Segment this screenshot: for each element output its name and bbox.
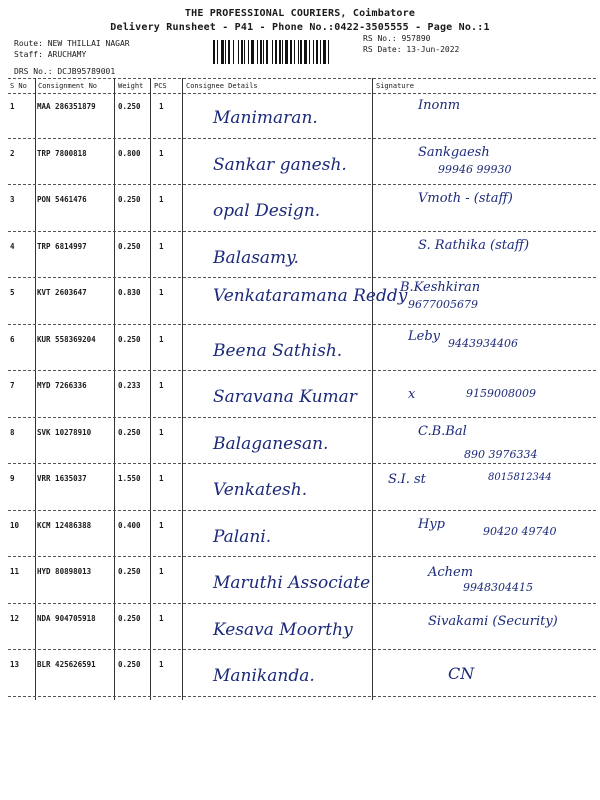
table-row — [8, 557, 596, 604]
row-sno: 5 — [10, 288, 15, 297]
pcs-value: 1 — [159, 567, 164, 576]
barcode-bar — [313, 40, 314, 64]
weight-value: 0.250 — [118, 241, 141, 251]
signature: S. Rathika (staff) — [418, 237, 530, 253]
table-row — [8, 232, 596, 279]
weight-value: 0.400 — [118, 520, 141, 530]
weight-value: 0.250 — [118, 660, 141, 669]
barcode-bar — [320, 40, 321, 64]
pcs-value: 1 — [159, 474, 164, 483]
barcode-bar — [300, 40, 302, 64]
contact-number: 9948304415 — [463, 581, 533, 594]
barcode-bar — [290, 40, 292, 64]
consignee-name: Maruthi Associate — [213, 573, 371, 593]
pcs-value: 1 — [159, 102, 164, 111]
signature: Vmoth - (staff) — [418, 191, 513, 206]
consignee-name: opal Design. — [213, 201, 321, 221]
consignee-name: Saravana Kumar — [213, 387, 357, 407]
contact-number: 99946 99930 — [438, 162, 512, 176]
table-row — [8, 371, 596, 418]
table-row — [8, 92, 596, 139]
row-sno: 6 — [10, 334, 15, 344]
table-row — [8, 650, 596, 697]
runsheet-subtitle: Delivery Runsheet - P41 - Phone No.:0422-3505555 - Page No.:1 — [110, 22, 490, 33]
weight-value: 0.250 — [118, 427, 141, 437]
barcode-bar — [294, 40, 295, 64]
consignee-name: Sankar ganesh. — [213, 154, 347, 175]
barcode-bar — [257, 40, 258, 64]
rs-info: RS No.: 957890 RS Date: 13-Jun-2022 — [363, 34, 460, 54]
barcode-bar — [248, 40, 249, 64]
row-sno: 3 — [10, 195, 15, 204]
pcs-value: 1 — [159, 334, 164, 344]
consignment-number: KVT 2603647 — [37, 288, 87, 297]
signature: C.B.Bal — [418, 423, 467, 439]
col-pcs: PCS — [154, 82, 167, 90]
contact-number: 9443934406 — [448, 336, 518, 350]
row-sno: 12 — [10, 613, 20, 623]
col-signature: Signature — [376, 82, 414, 90]
barcode-bar — [275, 40, 277, 64]
barcode-bar — [328, 40, 329, 64]
table-row — [8, 139, 596, 186]
barcode-bar — [213, 40, 215, 64]
row-sno: 11 — [10, 567, 20, 576]
col-details: Consignee Details — [186, 82, 258, 90]
barcode-bar — [251, 40, 254, 64]
contact-number: 9159008009 — [466, 387, 536, 400]
rs-no-value: 957890 — [401, 34, 431, 43]
signature: x — [408, 387, 416, 402]
signature: Inonm — [418, 98, 461, 113]
consignment-number: KCM 12486388 — [37, 520, 92, 530]
weight-value: 1.550 — [118, 474, 141, 483]
consignee-name: Kesava Moorthy — [213, 619, 353, 640]
table-row — [8, 464, 596, 511]
consignee-name: Beena Sathish. — [213, 340, 343, 361]
signature: Sankgaesh — [418, 144, 490, 160]
barcode-bar — [217, 40, 218, 64]
weight-value: 0.800 — [118, 148, 141, 158]
staff-value: ARUCHAMY — [47, 50, 87, 59]
pcs-value: 1 — [159, 520, 164, 530]
consignment-number: MYD 7266336 — [37, 381, 87, 390]
pcs-value: 1 — [159, 660, 164, 669]
barcode-bar — [285, 40, 288, 64]
consignee-name: Balaganesan. — [213, 433, 329, 454]
signature: Achem — [428, 565, 474, 580]
signature: Leby — [408, 328, 440, 344]
barcode-bar — [238, 40, 239, 64]
consignment-number: HYD 80898013 — [37, 567, 92, 576]
barcode-bar — [244, 40, 245, 64]
barcode-bar — [241, 40, 243, 64]
consignee-name: Venkatesh. — [213, 480, 308, 500]
table-row — [8, 278, 596, 325]
consignee-name: Palani. — [213, 526, 272, 547]
table-row — [8, 604, 596, 651]
barcode-bar — [279, 40, 281, 64]
table-row — [8, 418, 596, 465]
contact-number: 890 3976334 — [464, 447, 538, 461]
barcode-bar — [233, 40, 234, 64]
row-sno: 8 — [10, 427, 15, 437]
contact-number: 90420 49740 — [483, 524, 557, 538]
row-sno: 13 — [10, 660, 20, 669]
consignment-number: MAA 286351879 — [37, 102, 96, 111]
pcs-value: 1 — [159, 613, 164, 623]
contact-number: 9677005679 — [408, 298, 478, 311]
col-weight: Weight — [118, 82, 144, 90]
row-sno: 4 — [10, 241, 15, 251]
contact-number: 8015812344 — [488, 472, 552, 483]
pcs-value: 1 — [159, 427, 164, 437]
barcode-bar — [316, 40, 318, 64]
weight-value: 0.250 — [118, 567, 141, 576]
consignment-number: BLR 425626591 — [37, 660, 96, 669]
barcode-bar — [272, 40, 273, 64]
row-sno: 9 — [10, 474, 15, 483]
col-sno: S No — [10, 82, 27, 90]
consignee-name: Manikanda. — [213, 666, 315, 686]
consignee-name: Venkataramana Reddy — [213, 286, 408, 306]
barcode-bar — [225, 40, 226, 64]
consignment-number: SVK 10278910 — [37, 427, 92, 437]
consignment-number: KUR 558369204 — [37, 334, 96, 344]
weight-value: 0.233 — [118, 381, 141, 390]
pcs-value: 1 — [159, 195, 164, 204]
barcode-bar — [228, 40, 230, 64]
row-sno: 7 — [10, 381, 15, 390]
company-title: THE PROFESSIONAL COURIERS, Coimbatore — [184, 8, 416, 19]
barcode-bar — [304, 40, 307, 64]
consignee-name: Manimaran. — [213, 108, 318, 128]
barcode-bar — [323, 40, 326, 64]
pcs-value: 1 — [159, 288, 164, 297]
route-info: Route: NEW THILLAI NAGAR Staff: ARUCHAMY DRS No.: DCJB95789001 — [14, 39, 130, 76]
weight-value: 0.250 — [118, 195, 141, 204]
signature: Hyp — [418, 516, 446, 532]
barcode-bar — [263, 40, 264, 64]
pcs-value: 1 — [159, 148, 164, 158]
barcode-bar — [282, 40, 283, 64]
consignment-number: PON 5461476 — [37, 195, 87, 204]
row-sno: 10 — [10, 520, 20, 530]
route-value: NEW THILLAI NAGAR — [47, 39, 130, 48]
barcode-bar — [298, 40, 299, 64]
weight-value: 0.250 — [118, 102, 141, 111]
drs-value: DCJB95789001 — [57, 67, 116, 76]
signature: S.I. st — [388, 472, 426, 487]
col-consignment: Consignment No — [38, 82, 98, 90]
barcode-bar — [266, 40, 268, 64]
consignment-number: TRP 7800818 — [37, 148, 87, 158]
barcode-bar — [221, 40, 224, 64]
barcode — [213, 40, 358, 64]
rs-date-value: 13-Jun-2022 — [406, 45, 460, 54]
signature: B.Keshkiran — [400, 280, 481, 295]
weight-value: 0.830 — [118, 288, 141, 297]
table-row — [8, 325, 596, 372]
consignment-number: VRR 1635037 — [37, 474, 87, 483]
weight-value: 0.250 — [118, 613, 141, 623]
row-sno: 1 — [10, 102, 15, 111]
table-row — [8, 511, 596, 558]
table-row — [8, 185, 596, 232]
consignee-name: Balasamy. — [213, 247, 299, 268]
consignment-number: TRP 6814997 — [37, 241, 87, 251]
pcs-value: 1 — [159, 381, 164, 390]
signature: Sivakami (Security) — [428, 613, 558, 629]
row-separator — [8, 696, 596, 697]
row-sno: 2 — [10, 148, 15, 158]
barcode-bar — [260, 40, 262, 64]
pcs-value: 1 — [159, 241, 164, 251]
barcode-bar — [309, 40, 310, 64]
weight-value: 0.250 — [118, 334, 141, 344]
consignment-number: NDA 904705918 — [37, 613, 96, 623]
signature: CN — [448, 664, 475, 683]
